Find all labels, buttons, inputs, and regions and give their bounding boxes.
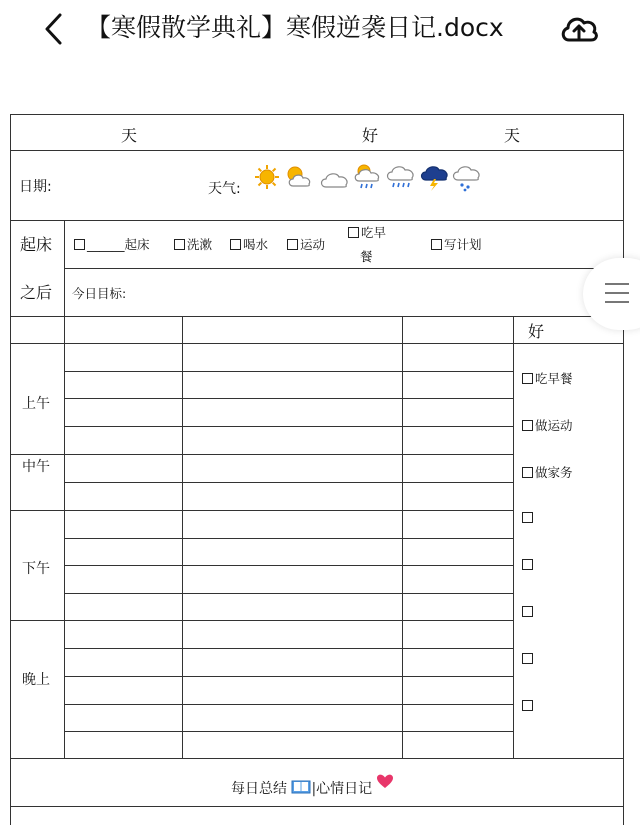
wake-item-getup[interactable]: ______起床	[74, 235, 150, 253]
checklist-item[interactable]: 做家务	[522, 463, 573, 481]
checkbox[interactable]	[522, 559, 533, 570]
wake-item-plan[interactable]: 写计划	[431, 235, 482, 253]
book-icon	[291, 779, 311, 795]
sun-rain-icon	[352, 162, 382, 192]
summary-row: 每日总结 |心情日记	[231, 774, 393, 798]
sun-icon	[254, 164, 280, 190]
row-divider	[10, 343, 624, 344]
menu-icon	[605, 301, 629, 303]
grid-line	[64, 426, 513, 427]
heart-icon	[377, 774, 393, 789]
grid-line	[64, 704, 513, 705]
grid-line	[64, 538, 513, 539]
goal-label: 今日目标:	[72, 286, 127, 301]
row-divider	[10, 806, 624, 807]
top-row-text: 天	[504, 126, 521, 145]
checkbox[interactable]	[431, 239, 442, 250]
period-evening: 晚上	[22, 672, 50, 688]
wake-section-label: 起床	[20, 235, 53, 254]
menu-icon	[605, 283, 629, 285]
document-title: 【寒假散学典礼】寒假逆袭日记.docx	[86, 13, 504, 42]
row-divider	[10, 758, 624, 759]
grid-line	[10, 454, 513, 455]
checkbox[interactable]	[522, 512, 533, 523]
checklist-item[interactable]	[522, 651, 535, 666]
checklist-item[interactable]	[522, 698, 535, 713]
summary-text: 每日总结	[231, 781, 287, 797]
menu-icon	[605, 292, 629, 294]
table-border	[10, 114, 624, 115]
grid-line	[64, 371, 513, 372]
checkbox[interactable]	[174, 239, 185, 250]
wake-item-breakfast[interactable]: 吃早	[348, 223, 386, 241]
checkbox[interactable]	[348, 227, 359, 238]
row-divider	[10, 220, 624, 221]
period-morning: 上午	[22, 396, 50, 412]
row-divider	[10, 150, 624, 151]
grid-line	[10, 510, 513, 511]
rain-icon	[384, 162, 416, 192]
wake-item-wash[interactable]: 洗漱	[174, 235, 212, 253]
checklist-item[interactable]	[522, 510, 535, 525]
wake-item-exercise[interactable]: 运动	[287, 235, 325, 253]
checkbox[interactable]	[287, 239, 298, 250]
checkbox[interactable]	[230, 239, 241, 250]
wake-section-label: 之后	[20, 283, 53, 302]
wake-item-breakfast-cont: 餐	[360, 249, 373, 264]
grid-line	[64, 482, 513, 483]
grid-line	[64, 565, 513, 566]
back-icon[interactable]	[38, 10, 72, 48]
checklist-item[interactable]: 做运动	[522, 416, 573, 434]
mood-diary-text: 心情日记	[316, 781, 373, 797]
row-divider	[64, 268, 624, 269]
top-row-text: 天	[121, 126, 138, 145]
column-divider	[402, 316, 403, 758]
column-divider	[64, 220, 65, 758]
cloud-upload-icon[interactable]	[558, 10, 600, 48]
wake-item-water[interactable]: 喝水	[230, 235, 268, 253]
checkbox[interactable]	[522, 700, 533, 711]
top-row-text: 好	[362, 126, 379, 145]
checkbox[interactable]	[522, 420, 533, 431]
sun-cloud-icon	[284, 164, 314, 190]
column-divider	[513, 316, 514, 758]
grid-line	[10, 620, 513, 621]
blank-line: ______	[87, 237, 125, 252]
top-bar	[0, 0, 640, 60]
checkbox[interactable]	[522, 373, 533, 384]
checkbox[interactable]	[522, 606, 533, 617]
period-noon: 中午	[22, 459, 50, 475]
checkbox[interactable]	[522, 467, 533, 478]
checkbox[interactable]	[74, 239, 85, 250]
weather-label: 天气:	[208, 181, 241, 197]
grid-line	[64, 648, 513, 649]
grid-line	[64, 676, 513, 677]
row-divider	[10, 316, 624, 317]
period-afternoon: 下午	[22, 561, 50, 577]
grid-line	[64, 731, 513, 732]
snow-icon	[450, 162, 482, 192]
grid-line	[64, 398, 513, 399]
checklist-item[interactable]: 吃早餐	[522, 369, 573, 387]
grid-line	[64, 593, 513, 594]
cloud-icon	[318, 168, 350, 190]
date-label: 日期:	[19, 179, 52, 195]
thunderstorm-icon	[418, 162, 450, 192]
column-divider	[182, 316, 183, 758]
checklist-item[interactable]	[522, 604, 535, 619]
schedule-header: 好	[528, 322, 545, 341]
document-page	[10, 114, 624, 825]
checkbox[interactable]	[522, 653, 533, 664]
checklist-item[interactable]	[522, 557, 535, 572]
